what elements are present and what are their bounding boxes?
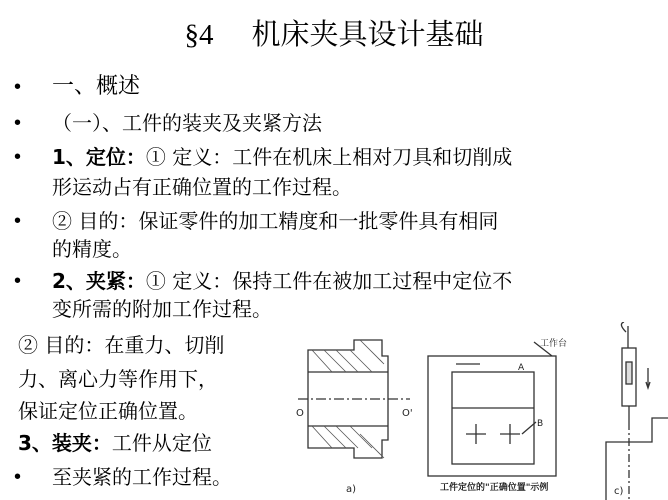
label-a: a) xyxy=(346,484,357,495)
bullet-dot: • xyxy=(14,76,22,98)
bullet-dot: • xyxy=(14,210,22,232)
mounting-label: 3、装夹： xyxy=(18,431,112,455)
slide-title xyxy=(0,14,668,55)
positioning-definition-line2: 形运动占有正确位置的工作过程。 xyxy=(52,175,352,199)
label-o: O xyxy=(296,408,304,419)
bullet-dot: • xyxy=(14,270,22,292)
heading-overview: 一、概述 xyxy=(52,74,141,99)
clamping-definition-line2: 变所需的附加工作过程。 xyxy=(52,297,272,321)
bushing-drawing xyxy=(298,340,410,458)
bullet-dot: • xyxy=(14,146,22,168)
subheading-clamping: （一）、工件的装夹及夹紧方法 xyxy=(52,111,322,135)
title-text: 机床夹具设计基础 xyxy=(251,17,484,51)
label-c: c) xyxy=(614,486,624,497)
label-a-upper: A xyxy=(518,363,525,373)
section-symbol: §4 xyxy=(184,19,214,51)
positioning-definition-line1: 1、定位：① 定义：工件在机床上相对刀具和切削成 xyxy=(52,145,513,169)
clamping-label: 2、夹紧： xyxy=(52,269,146,293)
mounting-definition-line1: 3、装夹：工件从定位 xyxy=(18,431,212,455)
positioning-label: 1、定位： xyxy=(52,145,146,169)
clamping-definition-line1: 2、夹紧：① 定义：保持工件在被加工过程中定位不 xyxy=(52,269,513,293)
positioning-purpose-line2: 的精度。 xyxy=(52,237,132,261)
positioning-diagram xyxy=(296,322,668,500)
positioning-purpose-line1: ② 目的：保证零件的加工精度和一批零件具有相同 xyxy=(52,209,499,233)
positioning-figure xyxy=(296,322,668,500)
bullet-dot: • xyxy=(14,466,22,488)
label-b: B xyxy=(537,419,544,429)
clamping-purpose-line3: 保证定位正确位置。 xyxy=(18,399,198,423)
clamping-purpose-line1: ② 目的：在重力、切削 xyxy=(18,333,225,357)
clamping-purpose-line2: 力、离心力等作用下， xyxy=(18,367,218,391)
worktable-drawing xyxy=(428,342,556,476)
spindle-drawing xyxy=(606,322,668,500)
figure-caption: 工件定位的"正确位置"示例 xyxy=(440,483,549,493)
mounting-definition-line2: 至夹紧的工作过程。 xyxy=(52,465,232,489)
label-o-prime: O' xyxy=(402,408,413,419)
bullet-dot: • xyxy=(14,112,22,134)
worktable-label: 工作台 xyxy=(540,339,568,349)
